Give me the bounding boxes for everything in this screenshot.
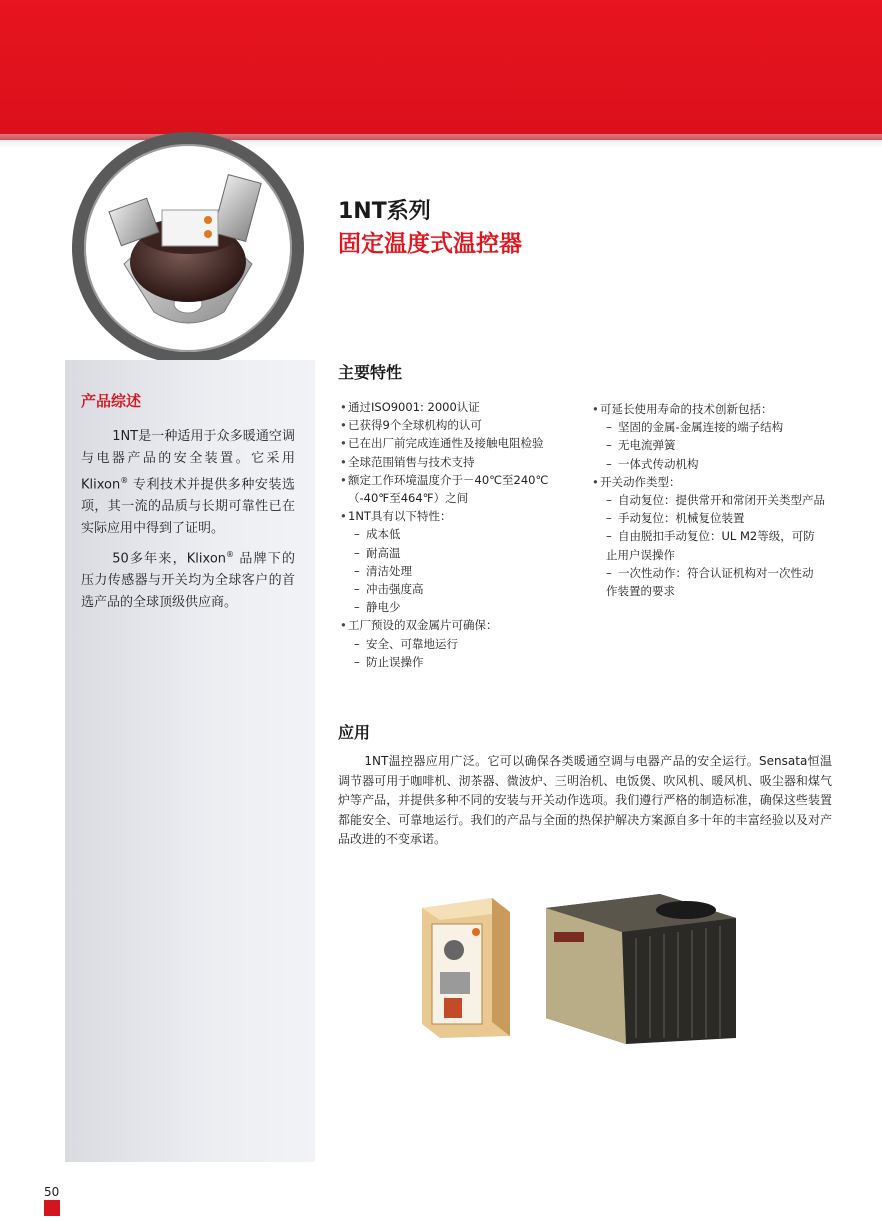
feature-item-text: 防止误操作 [366, 654, 424, 669]
overview-p1-text-b: 专利技术并提供多种安装选项，其一流的品质与长期可靠性已在实际应用中得到了证明。 [81, 477, 295, 537]
feature-item-text: 成本低 [366, 527, 401, 542]
feature-item [340, 434, 590, 452]
thermostat-product-image [72, 132, 304, 364]
feature-item-text: 清洁处理 [366, 563, 412, 578]
features-list-left [340, 398, 590, 671]
overview-p2-text-b: 品牌下的压力传感器与开关均为全球客户的首选产品的全球顶级供应商。 [81, 551, 295, 611]
feature-item [592, 564, 840, 582]
feature-item [340, 398, 590, 416]
feature-item-text: 工厂预设的双金属片可确保： [348, 618, 498, 633]
feature-item [340, 453, 590, 471]
feature-item [592, 509, 840, 527]
feature-item-text: 安全、可靠地运行 [366, 636, 458, 651]
page-number: 50 [44, 1185, 60, 1199]
feature-item-text: 额定工作环境温度介于－40℃至240℃ [348, 472, 549, 487]
features-list-right [592, 400, 840, 600]
overview-p1-text-a: 1NT是一种适用于众多暖通空调与电器产品的安全装置。它采用Klixon [81, 429, 295, 493]
feature-item-text: 坚固的金属-金属连接的端子结构 [618, 420, 784, 435]
feature-item-text: 已在出厂前完成连通性及接触电阻检验 [348, 436, 544, 451]
feature-item [340, 544, 590, 562]
red-header-banner [0, 0, 882, 140]
feature-item [340, 416, 590, 434]
feature-item-text: 一体式传动机构 [618, 456, 699, 471]
feature-item-text: 作装置的要求 [606, 584, 675, 599]
registered-mark: ® [120, 476, 129, 485]
overview-heading: 产品综述 [81, 392, 142, 410]
overview-p2-text-a: 50多年来，Klixon [112, 551, 227, 567]
feature-item [592, 546, 840, 564]
feature-item-text: 开关动作类型： [600, 474, 681, 489]
feature-item [340, 489, 590, 507]
application-paragraph: 1NT温控器应用广泛。它可以确保各类暖通空调与电器产品的安全运行。Sensata恒温调节器可用于咖啡机、沏茶器、微波炉、三明治机、电饭煲、吹风机、暖风机、吸尘器和煤气炉等产品，并提供多种不同的安装与开关动作选项。我们遵行严格的制造标准，确保这些装置都能安全、可靠地运行。我们的产品与全面的热保护解决方案源自多十年的丰富经验以及对产品改进的不变承诺。 [338, 754, 832, 846]
feature-item [340, 580, 590, 598]
feature-item [592, 582, 840, 600]
feature-item [340, 616, 590, 634]
feature-item [340, 525, 590, 543]
feature-item [592, 473, 840, 491]
feature-item [592, 491, 840, 509]
feature-item-text: 静电少 [366, 600, 401, 615]
feature-item-text: 耐高温 [366, 545, 401, 560]
furnace-image [414, 888, 514, 1040]
title-block [338, 197, 522, 261]
features-heading: 主要特性 [338, 363, 403, 382]
feature-item-text: 自动复位：提供常开和常闭开关类型产品 [618, 493, 825, 508]
feature-item-text: 1NT具有以下特性： [348, 509, 452, 524]
feature-item [592, 418, 840, 436]
feature-item [340, 507, 590, 525]
feature-item-text: 全球范围销售与技术支持 [348, 454, 475, 469]
application-heading: 应用 [338, 723, 371, 742]
feature-item [340, 598, 590, 616]
overview-sidebar [65, 360, 315, 1162]
page-marker [44, 1200, 60, 1216]
feature-item [340, 471, 590, 489]
feature-item-text: 止用户误操作 [606, 547, 675, 562]
feature-item [340, 653, 590, 671]
feature-item-text: 无电流弹簧 [618, 438, 676, 453]
feature-item [592, 455, 840, 473]
feature-item-text: 自由脱扣手动复位：UL M2等级，可防 [618, 529, 815, 544]
feature-item-text: 手动复位：机械复位装置 [618, 511, 745, 526]
feature-item-text: 一次性动作：符合认证机构对一次性动 [618, 565, 814, 580]
feature-item [340, 562, 590, 580]
feature-item-text: 冲击强度高 [366, 582, 424, 597]
air-conditioner-image [540, 888, 740, 1048]
feature-item-text: 通过ISO9001: 2000认证 [348, 400, 480, 414]
feature-item-text: （-40℉至464℉）之间 [348, 491, 469, 506]
feature-item [592, 527, 840, 545]
feature-item [592, 436, 840, 454]
overview-paragraph-2 [81, 544, 295, 614]
feature-item [592, 400, 840, 418]
overview-paragraph-1 [81, 426, 295, 540]
feature-item-text: 可延长使用寿命的技术创新包括： [600, 402, 773, 416]
feature-item [340, 635, 590, 653]
registered-mark: ® [226, 550, 235, 559]
feature-item-text: 已获得9个全球机构的认可 [348, 418, 482, 433]
series-title: 1NT系列 [338, 199, 431, 224]
series-subtitle: 固定温度式温控器 [338, 231, 522, 257]
